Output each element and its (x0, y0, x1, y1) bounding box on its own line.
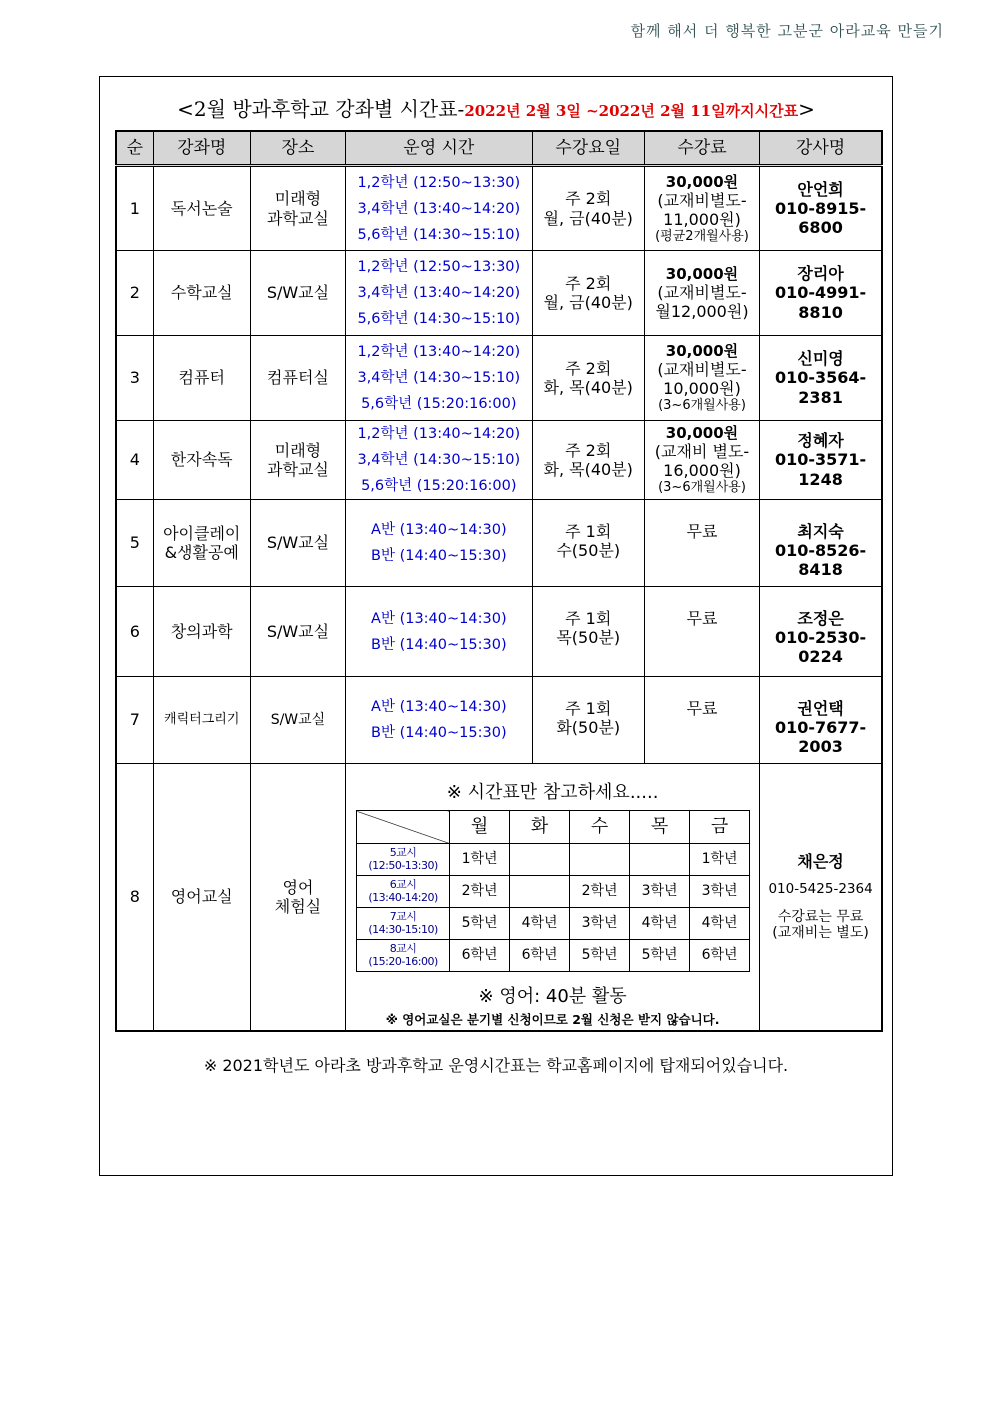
teacher-phone: 010-7677-2003 (774, 718, 867, 757)
fee-line: (교재비별도- (657, 282, 747, 302)
row-number: 8 (116, 764, 153, 1031)
teacher-phone: 010-3571-1248 (774, 450, 867, 489)
english-duration-note: ※ 영어: 40분 활동 (478, 986, 627, 1007)
day-header: 목 (630, 811, 690, 844)
schedule-table (115, 130, 883, 1032)
fee-line: 16,000원) (663, 461, 741, 481)
operating-times (346, 251, 532, 336)
time-line: 3,4학년 (14:30~15:10) (357, 452, 521, 468)
teacher-name: 권언택 (797, 699, 844, 718)
fee-note: 수강료는 무료 (777, 909, 864, 926)
timetable-cell: 3학년 (690, 876, 750, 908)
teacher (760, 421, 882, 500)
time-line: 3,4학년 (13:40~14:20) (357, 200, 521, 217)
english-schedule-cell (346, 764, 760, 1031)
timetable-cell: 4학년 (630, 908, 690, 940)
timetable-cell (510, 876, 570, 908)
period-label (357, 844, 450, 876)
fee-line: (교재비별도- (657, 190, 747, 210)
english-signup-note: ※ 영어교실은 분기별 신청이므로 2월 신청은 받지 않습니다. (385, 1012, 720, 1027)
place-line: 체험실 (274, 896, 322, 916)
period-time: (14:30-15:10) (368, 922, 438, 936)
row-number: 2 (116, 251, 153, 336)
timetable-cell: 2학년 (450, 876, 510, 908)
days-line: 목(50분) (556, 628, 621, 648)
class-days (532, 336, 644, 421)
period-time: (13:40-14:20) (368, 890, 438, 904)
teacher (760, 677, 882, 764)
operating-times (346, 587, 532, 677)
days-line: 월, 금(40분) (543, 293, 633, 312)
days-line: 화, 목(40분) (543, 378, 633, 397)
table-row (116, 587, 882, 677)
days-line: 월, 금(40분) (543, 208, 633, 228)
time-line: 3,4학년 (14:30~15:10) (357, 370, 521, 386)
period-name: 6교시 (389, 877, 417, 891)
timetable-cell: 6학년 (690, 940, 750, 972)
time-line: 1,2학년 (12:50~13:30) (357, 174, 521, 191)
fee-line: (3~6개월사용) (658, 398, 746, 414)
place-line: 영어 (282, 877, 314, 897)
row-number: 5 (116, 500, 153, 587)
fee-line: 11,000원) (663, 209, 741, 229)
period-name: 5교시 (389, 845, 417, 859)
teacher (760, 500, 882, 587)
timetable-cell: 1학년 (450, 844, 510, 876)
teacher (760, 764, 882, 1031)
english-timetable (356, 810, 750, 972)
teacher-name: 채은정 (797, 851, 844, 871)
teacher-name: 정혜자 (797, 431, 844, 451)
days-line: 주 1회 (565, 609, 612, 628)
timetable-row (357, 876, 750, 908)
teacher-name: 조정은 (797, 609, 844, 628)
fee-line: 30,000원 (665, 264, 739, 283)
english-schedule-title: ※ 시간표만 참고하세요..... (446, 782, 659, 803)
period-time: (12:50-13:30) (368, 858, 438, 872)
header-course: 강좌명 (153, 131, 250, 166)
days-line: 화, 목(40분) (543, 460, 633, 479)
header-row (116, 131, 882, 166)
operating-times (346, 421, 532, 500)
header-days: 수강요일 (532, 131, 644, 166)
fee-line: (교재비별도- (657, 360, 747, 380)
class-days (532, 166, 644, 251)
row-number: 1 (116, 166, 153, 251)
days-line: 주 2회 (565, 273, 612, 293)
fee-line: 월12,000원) (655, 302, 749, 321)
teacher-name: 신미영 (797, 349, 844, 369)
timetable-cell (630, 844, 690, 876)
course-name: 창의과학 (153, 587, 250, 677)
teacher (760, 251, 882, 336)
timetable-cell (510, 844, 570, 876)
place (250, 421, 345, 500)
fee-line: 30,000원 (665, 424, 739, 443)
title-main: <2월 방과후학교 강좌별 시간표- (177, 97, 465, 121)
place-line: 과학교실 (267, 208, 329, 228)
timetable-cell: 6학년 (510, 940, 570, 972)
operating-times (346, 500, 532, 587)
row-number: 3 (116, 336, 153, 421)
fee (644, 421, 759, 500)
time-line: A반 (13:40~14:30) (371, 610, 507, 627)
table-row (116, 336, 882, 421)
days-line: 주 1회 (565, 522, 612, 541)
course-name: 한자속독 (153, 421, 250, 500)
fee (644, 251, 759, 336)
day-header: 수 (570, 811, 630, 844)
place-line: 미래형 (274, 189, 322, 209)
timetable-cell: 5학년 (630, 940, 690, 972)
days-line: 주 2회 (565, 440, 612, 460)
time-line: 5,6학년 (15:20:16:00) (361, 396, 517, 412)
page-title (100, 93, 892, 122)
time-line: 5,6학년 (15:20:16:00) (361, 478, 517, 494)
time-line: 1,2학년 (13:40~14:20) (357, 344, 521, 360)
place: 컴퓨터실 (250, 336, 345, 421)
slogan: 함께 해서 더 행복한 고분군 아라교육 만들기 (630, 22, 944, 40)
fee-line: (교재비 별도- (654, 442, 750, 462)
fee-line: 30,000원 (665, 172, 739, 191)
title-dates: 2022년 2월 3일 ~2022년 2월 11일까지시간표 (464, 102, 799, 120)
place-line: 미래형 (274, 440, 322, 460)
teacher-phone: 010-2530-0224 (774, 628, 867, 667)
operating-times (346, 336, 532, 421)
fee: 무료 (644, 587, 759, 677)
time-line: 3,4학년 (13:40~14:20) (357, 285, 521, 301)
timetable-cell: 5학년 (450, 908, 510, 940)
fee-line: 10,000원) (663, 379, 741, 399)
fee: 무료 (644, 500, 759, 587)
course-name (153, 500, 250, 587)
course-name: 수학교실 (153, 251, 250, 336)
class-days (532, 251, 644, 336)
period-time: (15:20-16:00) (368, 954, 438, 968)
days-line: 주 1회 (565, 699, 612, 718)
days-line: 주 2회 (565, 189, 612, 209)
timetable-cell (570, 844, 630, 876)
row-number: 4 (116, 421, 153, 500)
course-name: 컴퓨터 (153, 336, 250, 421)
teacher-phone: 010-4991-8810 (774, 283, 867, 322)
header-fee: 수강료 (644, 131, 759, 166)
teacher (760, 166, 882, 251)
header-time: 운영 시간 (346, 131, 532, 166)
timetable-header-row (357, 811, 750, 844)
fee-line: (평균2개월사용) (655, 228, 749, 244)
time-line: 5,6학년 (14:30~15:10) (357, 226, 521, 243)
day-header: 금 (690, 811, 750, 844)
day-header: 화 (510, 811, 570, 844)
header-teacher: 강사명 (760, 131, 882, 166)
place: S/W교실 (250, 251, 345, 336)
timetable-cell: 1학년 (690, 844, 750, 876)
days-line: 수(50분) (556, 541, 621, 561)
row-number: 6 (116, 587, 153, 677)
teacher-phone: 010-8526-8418 (774, 541, 867, 580)
teacher-name: 장리아 (797, 264, 844, 284)
footer-note: ※ 2021학년도 아라초 방과후학교 운영시간표는 학교홈페이지에 탑재되어있습니다. (203, 1056, 789, 1075)
teacher-phone: 010-8915-6800 (774, 198, 867, 238)
period-name: 8교시 (389, 941, 417, 955)
course-name: 캐릭터그리기 (153, 677, 250, 764)
time-line: 1,2학년 (12:50~13:30) (357, 259, 521, 275)
course-name: 영어교실 (153, 764, 250, 1031)
time-line: A반 (13:40~14:30) (371, 699, 507, 715)
time-line: A반 (13:40~14:30) (371, 522, 507, 538)
timetable-cell: 3학년 (570, 908, 630, 940)
time-line: 5,6학년 (14:30~15:10) (357, 311, 521, 327)
operating-times (346, 677, 532, 764)
document-frame (99, 76, 893, 1176)
timetable-row (357, 940, 750, 972)
time-line: B반 (14:40~15:30) (371, 548, 507, 564)
class-days (532, 500, 644, 587)
timetable-cell: 3학년 (630, 876, 690, 908)
period-label (357, 940, 450, 972)
time-line: B반 (14:40~15:30) (371, 725, 507, 741)
period-name: 7교시 (389, 909, 417, 923)
english-schedule (346, 764, 759, 1029)
timetable-cell: 4학년 (690, 908, 750, 940)
place: S/W교실 (250, 677, 345, 764)
table-row (116, 166, 882, 251)
class-days (532, 677, 644, 764)
timetable-row (357, 908, 750, 940)
timetable-cell: 5학년 (570, 940, 630, 972)
course-line: 아이클레이 (163, 523, 241, 543)
teacher (760, 336, 882, 421)
days-line: 주 2회 (565, 358, 612, 378)
row-number: 7 (116, 677, 153, 764)
teacher-phone: 010-3564-2381 (774, 368, 867, 407)
day-header: 월 (450, 811, 510, 844)
header-place: 장소 (250, 131, 345, 166)
fee-note: (교재비는 별도) (772, 925, 869, 942)
timetable-row (357, 844, 750, 876)
days-line: 화(50분) (556, 718, 621, 738)
table-row (116, 251, 882, 336)
table-row-english (116, 764, 882, 1031)
period-label (357, 908, 450, 940)
fee (644, 336, 759, 421)
place: S/W교실 (250, 500, 345, 587)
teacher-name: 최지숙 (797, 522, 844, 541)
fee-line: (3~6개월사용) (658, 480, 746, 496)
fee (644, 166, 759, 251)
teacher (760, 587, 882, 677)
teacher-phone: 010-5425-2364 (768, 881, 873, 898)
timetable-cell: 4학년 (510, 908, 570, 940)
timetable-corner (357, 811, 450, 844)
place-line: 과학교실 (267, 460, 329, 479)
title-end: > (798, 97, 815, 121)
table-row (116, 677, 882, 764)
table-row (116, 421, 882, 500)
period-label (357, 876, 450, 908)
time-line: 1,2학년 (13:40~14:20) (357, 426, 521, 442)
timetable-cell: 6학년 (450, 940, 510, 972)
teacher-name: 안언희 (797, 179, 844, 199)
class-days (532, 421, 644, 500)
header-no: 순 (116, 131, 153, 166)
time-line: B반 (14:40~15:30) (371, 636, 507, 653)
timetable-cell: 2학년 (570, 876, 630, 908)
operating-times (346, 166, 532, 251)
table-row (116, 500, 882, 587)
course-line: &생활공예 (164, 543, 239, 562)
fee-line: 30,000원 (665, 342, 739, 361)
course-name: 독서논술 (153, 166, 250, 251)
place: S/W교실 (250, 587, 345, 677)
place (250, 764, 345, 1031)
place (250, 166, 345, 251)
fee: 무료 (644, 677, 759, 764)
class-days (532, 587, 644, 677)
